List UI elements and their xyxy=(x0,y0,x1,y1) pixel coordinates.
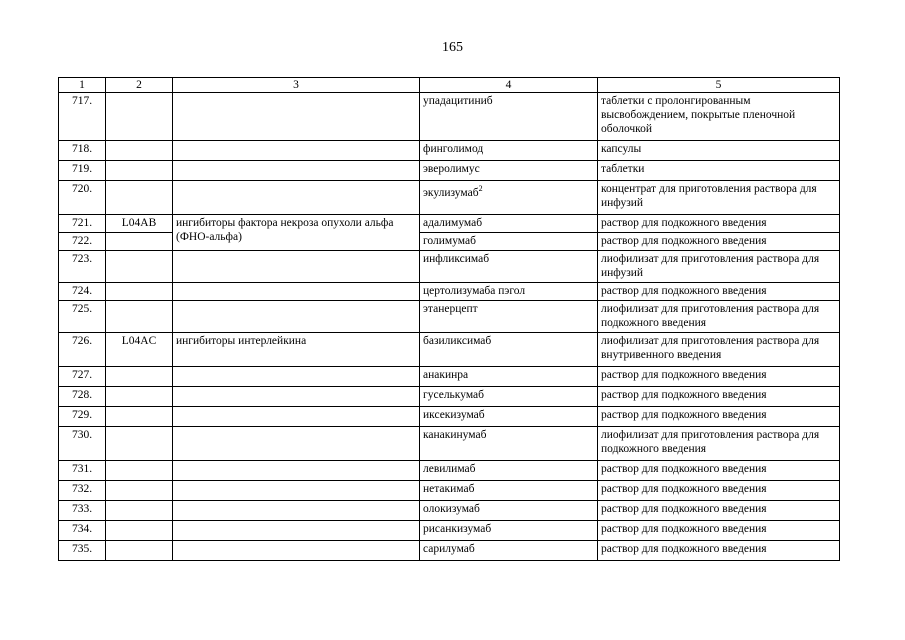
drug-name xyxy=(420,181,598,215)
row-number: 724. xyxy=(59,283,106,301)
atc-code-cell xyxy=(106,407,173,427)
dosage-form: раствор для подкожного введения xyxy=(598,367,840,387)
drug-name: эверолимус xyxy=(420,161,598,181)
table-row xyxy=(59,251,840,283)
atc-code-cell xyxy=(106,301,173,333)
atc-code-cell xyxy=(106,161,173,181)
row-number: 719. xyxy=(59,161,106,181)
dosage-form: раствор для подкожного введения xyxy=(598,521,840,541)
group-name: ингибиторы интерлейкина xyxy=(173,333,420,367)
group-name-cell xyxy=(173,387,420,407)
dosage-form: раствор для подкожного введения xyxy=(598,233,840,251)
row-number: 727. xyxy=(59,367,106,387)
drug-name: базиликсимаб xyxy=(420,333,598,367)
row-number: 735. xyxy=(59,541,106,561)
table-row xyxy=(59,501,840,521)
group-name-cell xyxy=(173,427,420,461)
column-header-5: 5 xyxy=(598,78,840,93)
row-number: 721. xyxy=(59,215,106,233)
drug-name: адалимумаб xyxy=(420,215,598,233)
drug-name-text: экулизумаб xyxy=(423,186,479,199)
row-number: 723. xyxy=(59,251,106,283)
dosage-form: таблетки с пролонгированным высвобождением, покрытые пленочной оболочкой xyxy=(598,93,840,141)
atc-code-cell xyxy=(106,481,173,501)
table-row xyxy=(59,481,840,501)
table-row xyxy=(59,181,840,215)
atc-code-cell xyxy=(106,233,173,251)
drug-name: канакинумаб xyxy=(420,427,598,461)
dosage-form: лиофилизат для приготовления раствора для внутривенного введения xyxy=(598,333,840,367)
column-header-3: 3 xyxy=(173,78,420,93)
dosage-form: раствор для подкожного введения xyxy=(598,481,840,501)
group-name-cell xyxy=(173,251,420,283)
table-row xyxy=(59,301,840,333)
table-row xyxy=(59,333,840,367)
row-number: 725. xyxy=(59,301,106,333)
row-number: 718. xyxy=(59,141,106,161)
group-name-cell xyxy=(173,481,420,501)
table-row xyxy=(59,283,840,301)
atc-code: L04AC xyxy=(106,333,173,367)
table-row xyxy=(59,141,840,161)
group-name-cell xyxy=(173,301,420,333)
dosage-form: раствор для подкожного введения xyxy=(598,461,840,481)
table-row xyxy=(59,461,840,481)
column-header-4: 4 xyxy=(420,78,598,93)
atc-code: L04AB xyxy=(106,215,173,233)
row-number: 717. xyxy=(59,93,106,141)
table-row xyxy=(59,521,840,541)
row-number: 728. xyxy=(59,387,106,407)
atc-code-cell xyxy=(106,181,173,215)
atc-code-cell xyxy=(106,251,173,283)
atc-code-cell xyxy=(106,427,173,461)
drug-name: олокизумаб xyxy=(420,501,598,521)
column-header-1: 1 xyxy=(59,78,106,93)
atc-code-cell xyxy=(106,501,173,521)
dosage-form: раствор для подкожного введения xyxy=(598,541,840,561)
group-name-cell xyxy=(173,93,420,141)
drug-name: этанерцепт xyxy=(420,301,598,333)
group-name-cell xyxy=(173,407,420,427)
dosage-form: лиофилизат для приготовления раствора для подкожного введения xyxy=(598,301,840,333)
atc-code-cell xyxy=(106,541,173,561)
dosage-form: раствор для подкожного введения xyxy=(598,387,840,407)
row-number: 730. xyxy=(59,427,106,461)
row-number: 722. xyxy=(59,233,106,251)
group-name-cell xyxy=(173,501,420,521)
table-header-row xyxy=(59,78,840,93)
row-number: 731. xyxy=(59,461,106,481)
dosage-form: раствор для подкожного введения xyxy=(598,501,840,521)
dosage-form: раствор для подкожного введения xyxy=(598,215,840,233)
drug-name: левилимаб xyxy=(420,461,598,481)
drug-list-table xyxy=(58,77,840,561)
dosage-form: раствор для подкожного введения xyxy=(598,407,840,427)
table-row xyxy=(59,407,840,427)
group-name-cell xyxy=(173,141,420,161)
atc-code-cell xyxy=(106,367,173,387)
group-name-cell xyxy=(173,283,420,301)
drug-name: упадацитиниб xyxy=(420,93,598,141)
row-number: 729. xyxy=(59,407,106,427)
dosage-form: лиофилизат для приготовления раствора для инфузий xyxy=(598,251,840,283)
drug-name: сарилумаб xyxy=(420,541,598,561)
group-name-cell xyxy=(173,541,420,561)
footnote-marker: 2 xyxy=(478,184,483,193)
drug-name: нетакимаб xyxy=(420,481,598,501)
group-name-cell xyxy=(173,461,420,481)
group-name-cell xyxy=(173,161,420,181)
dosage-form: раствор для подкожного введения xyxy=(598,283,840,301)
table-row xyxy=(59,161,840,181)
table-row xyxy=(59,93,840,141)
drug-name: инфликсимаб xyxy=(420,251,598,283)
drug-name: гуселькумаб xyxy=(420,387,598,407)
drug-name: голимумаб xyxy=(420,233,598,251)
dosage-form: лиофилизат для приготовления раствора для подкожного введения xyxy=(598,427,840,461)
atc-code-cell xyxy=(106,387,173,407)
group-name-cell xyxy=(173,521,420,541)
drug-name: иксекизумаб xyxy=(420,407,598,427)
group-name: ингибиторы фактора некроза опухоли альфа (ФНО-альфа) xyxy=(173,215,420,251)
table-row xyxy=(59,367,840,387)
dosage-form: концентрат для приготовления раствора для инфузий xyxy=(598,181,840,215)
table-row xyxy=(59,215,840,233)
dosage-form: таблетки xyxy=(598,161,840,181)
drug-name: анакинра xyxy=(420,367,598,387)
atc-code-cell xyxy=(106,93,173,141)
drug-name: рисанкизумаб xyxy=(420,521,598,541)
drug-name: финголимод xyxy=(420,141,598,161)
table-row xyxy=(59,387,840,407)
atc-code-cell xyxy=(106,283,173,301)
column-header-2: 2 xyxy=(106,78,173,93)
group-name-cell xyxy=(173,367,420,387)
table-row xyxy=(59,541,840,561)
drug-name: цертолизумаба пэгол xyxy=(420,283,598,301)
dosage-form: капсулы xyxy=(598,141,840,161)
row-number: 734. xyxy=(59,521,106,541)
atc-code-cell xyxy=(106,141,173,161)
page-number: 165 xyxy=(442,40,463,55)
row-number: 733. xyxy=(59,501,106,521)
row-number: 720. xyxy=(59,181,106,215)
atc-code-cell xyxy=(106,461,173,481)
group-name-cell xyxy=(173,181,420,215)
row-number: 726. xyxy=(59,333,106,367)
table-row xyxy=(59,427,840,461)
row-number: 732. xyxy=(59,481,106,501)
atc-code-cell xyxy=(106,521,173,541)
